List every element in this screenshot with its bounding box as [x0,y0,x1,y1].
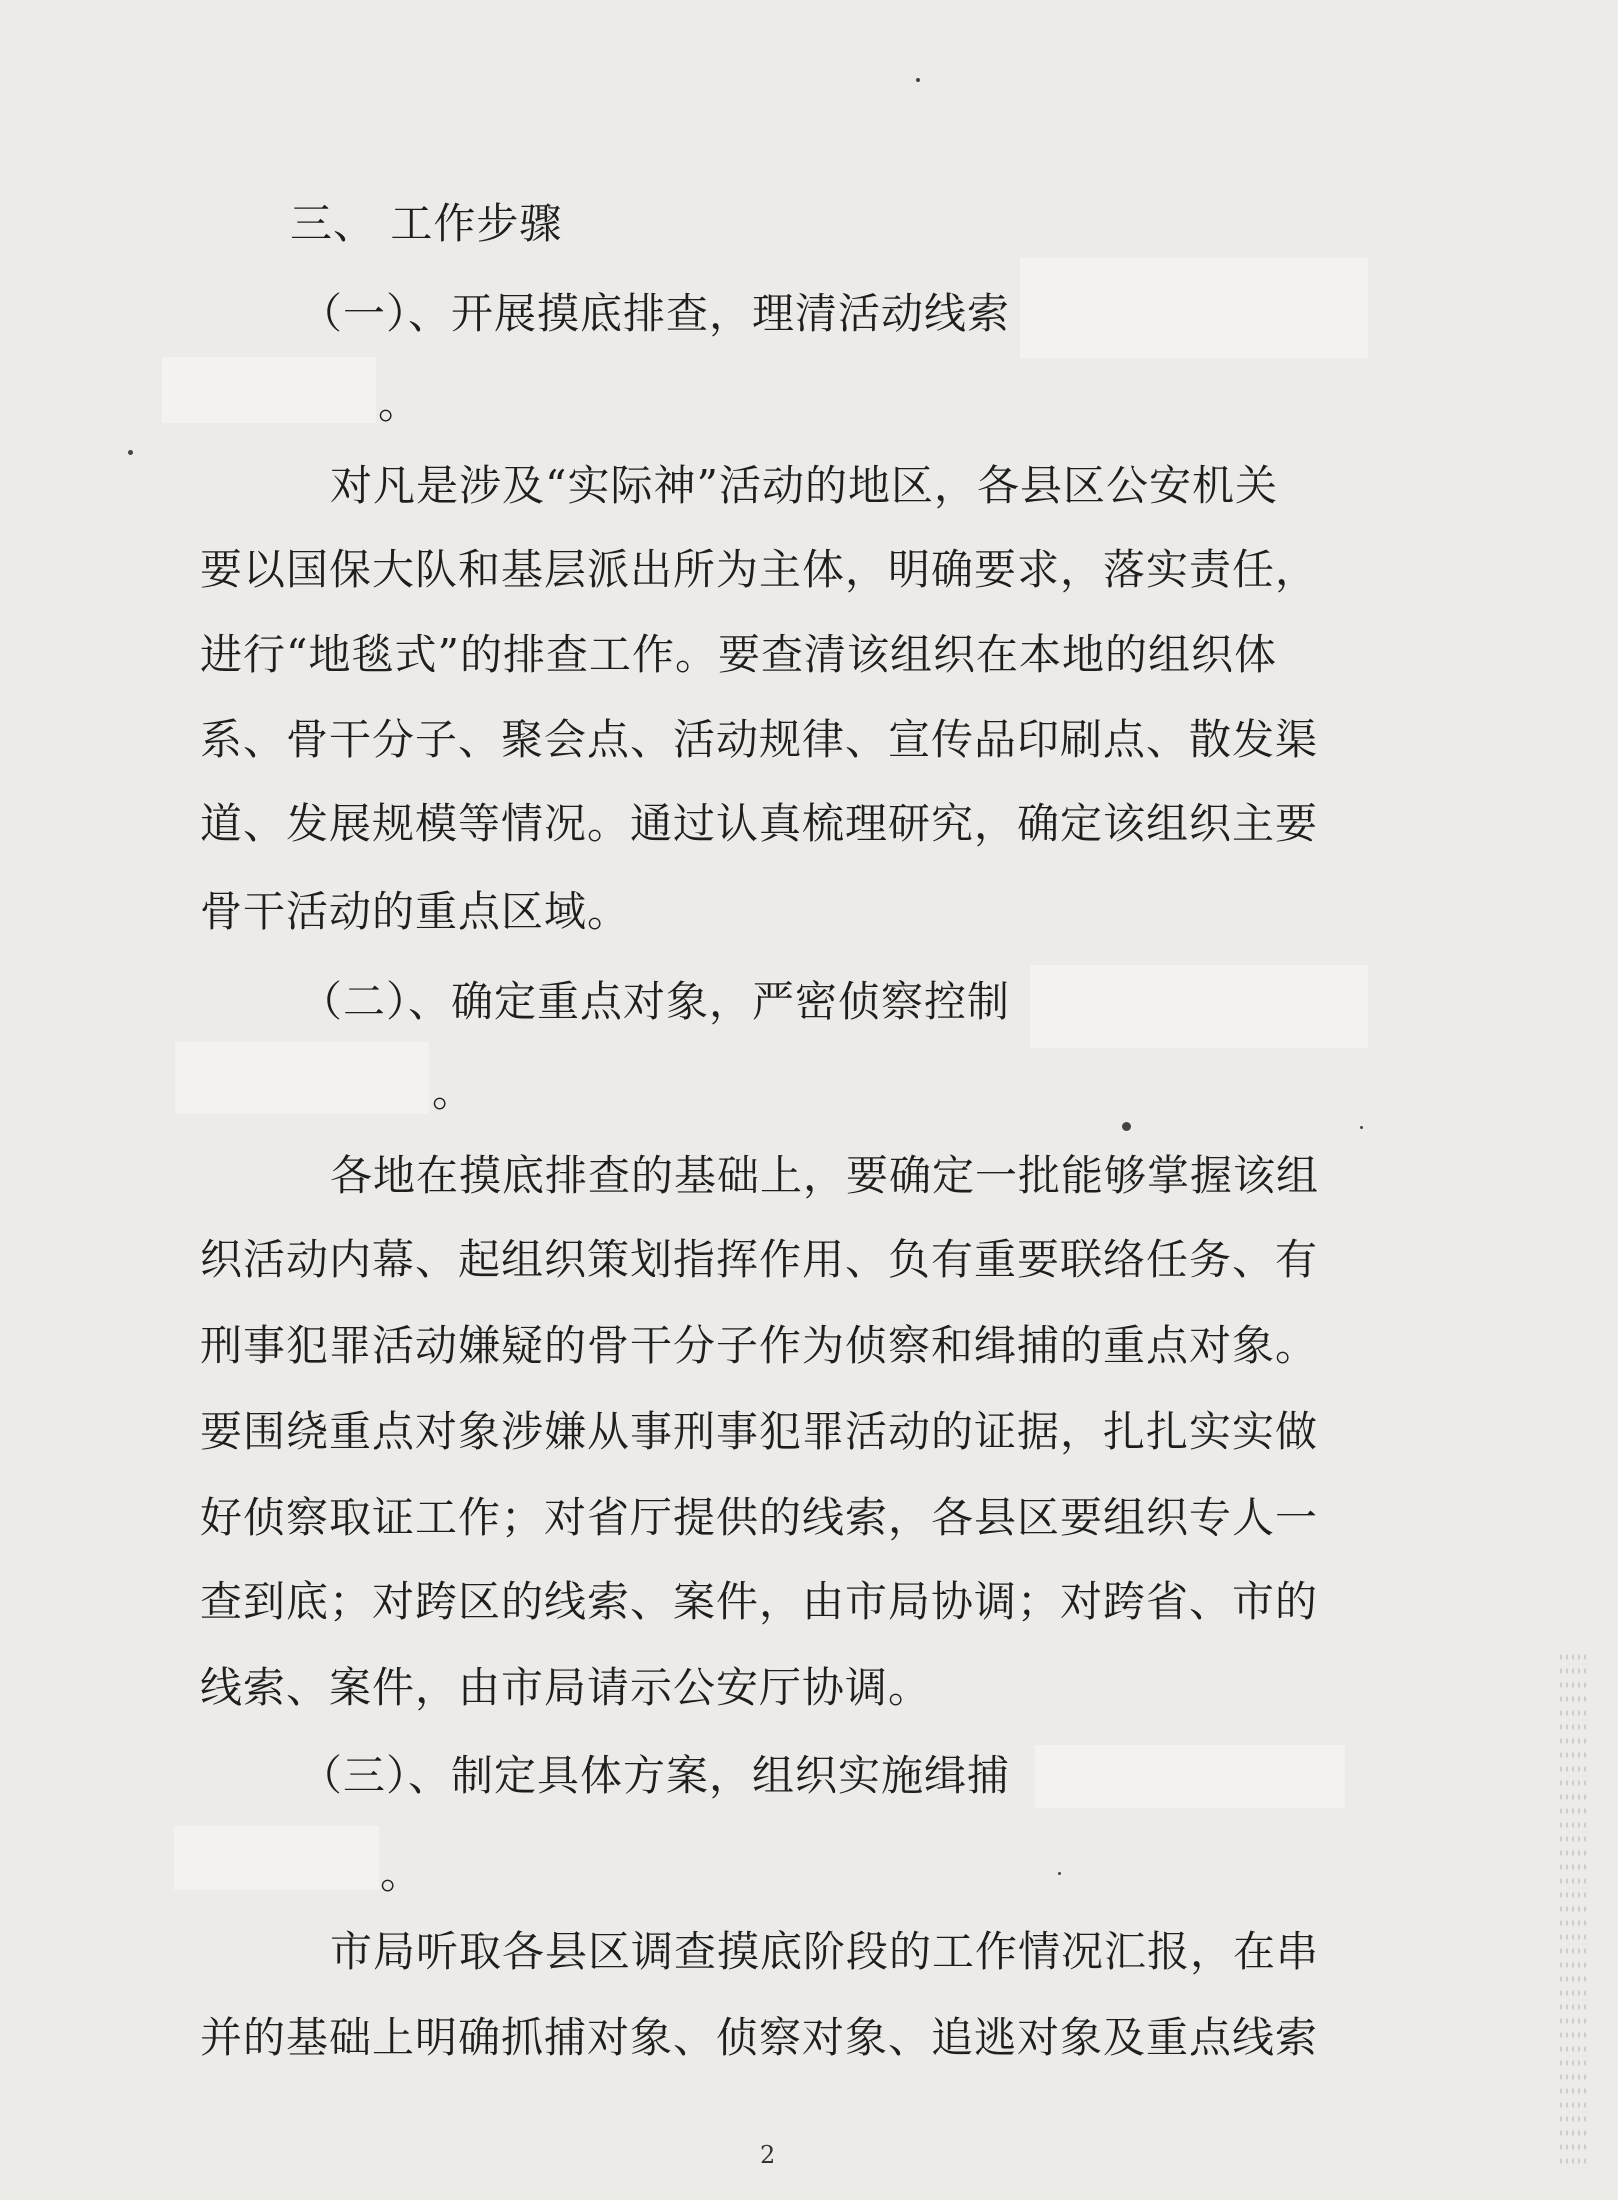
body-line: 线索、案件，由市局请示公安厅协调。 [200,1663,932,1712]
redaction-box [162,357,376,423]
redaction-box [174,1826,379,1890]
scan-speck [1122,1122,1131,1131]
section-1-title: （一）、开展摸底排查，理清活动线索 [300,289,1011,338]
body-line: 对凡是涉及“实际神”活动的地区，各县区公安机关 [330,461,1278,510]
page-number: 2 [760,2141,776,2169]
scan-speck [128,450,133,455]
body-line: 系、骨干分子、聚会点、活动规律、宣传品印刷点、散发渠 [200,715,1319,764]
redaction-box [1035,1745,1345,1808]
redaction-box [175,1042,429,1114]
body-line: 要围绕重点对象涉嫌从事刑事犯罪活动的证据，扎扎实实做 [200,1407,1319,1456]
redaction-box [1020,258,1368,358]
body-line: 要以国保大队和基层派出所为主体，明确要求，落实责任， [200,545,1319,594]
section-3-title: （三）、制定具体方案，组织实施缉捕 [300,1751,1011,1800]
section-heading: 三、 工作步骤 [290,199,563,248]
body-line: 道、发展规模等情况。通过认真梳理研究，确定该组织主要 [200,799,1319,848]
body-line: 并的基础上明确抓捕对象、侦察对象、追逃对象及重点线索 [200,2013,1319,2062]
body-line: 骨干活动的重点区域。 [200,887,631,936]
body-line: 市局听取各县区调查摸底阶段的工作情况汇报，在串 [330,1927,1320,1976]
body-line: 进行“地毯式”的排查工作。要查清该组织在本地的组织体 [200,630,1277,679]
scan-speck [916,78,920,82]
body-line: 好侦察取证工作；对省厅提供的线索，各县区要组织专人一 [200,1493,1319,1542]
scan-speck [1058,1872,1061,1875]
body-line: 织活动内幕、起组织策划指挥作用、负有重要联络任务、有 [200,1235,1319,1284]
body-line: 各地在摸底排查的基础上，要确定一批能够掌握该组 [330,1151,1320,1200]
body-line: 查到底；对跨区的线索、案件，由市局协调；对跨省、市的 [200,1577,1319,1626]
redaction-box [1030,965,1368,1048]
body-line: 刑事犯罪活动嫌疑的骨干分子作为侦察和缉捕的重点对象。 [200,1321,1319,1370]
section-3-end-mark: 。 [380,1849,424,1898]
scan-speck [1360,1126,1363,1129]
section-2-title: （二）、确定重点对象，严密侦察控制 [300,977,1011,1026]
section-2-end-mark: 。 [432,1067,476,1116]
scan-edge-noise [1558,1650,1588,2170]
section-1-end-mark: 。 [378,379,422,428]
